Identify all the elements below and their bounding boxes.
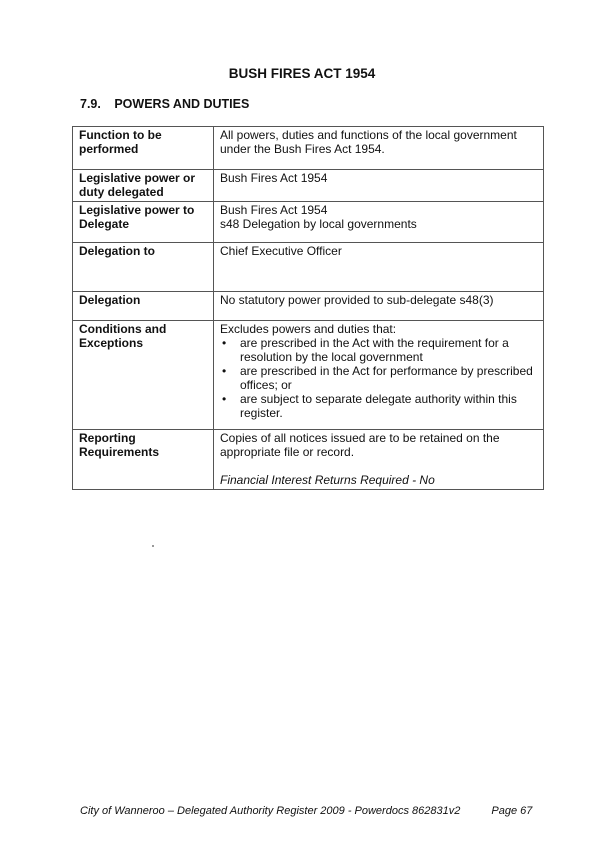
spacer (220, 459, 537, 473)
delegation-table (72, 126, 544, 490)
table-row (73, 202, 544, 243)
table-row (73, 292, 544, 321)
row-label: Reporting Requirements (73, 430, 214, 490)
row-label: Legislative power to Delegate (73, 202, 214, 243)
row-value (214, 430, 544, 490)
page-footer (80, 805, 532, 817)
scan-speck (152, 545, 154, 547)
bullet-icon: • (222, 336, 227, 350)
list-item-text: are prescribed in the Act with the requirement for a resolution by the local government (240, 336, 509, 364)
value-line: s48 Delegation by local governments (220, 217, 417, 231)
reporting-text: Copies of all notices issued are to be retained on the appropriate file or record. (220, 431, 500, 459)
row-value (214, 202, 544, 243)
row-value: No statutory power provided to sub-delegate s48(3) (214, 292, 544, 321)
list-item-text: are prescribed in the Act for performance by prescribed offices; or (240, 364, 533, 392)
row-label: Function to be performed (73, 127, 214, 170)
table-row (73, 170, 544, 202)
list-item (220, 392, 537, 420)
list-item (220, 364, 537, 392)
footer-text: City of Wanneroo – Delegated Authority Register 2009 - Powerdocs 862831v2 (80, 805, 461, 817)
row-value: All powers, duties and functions of the local government under the Bush Fires Act 1954. (214, 127, 544, 170)
table-row (73, 127, 544, 170)
reporting-note: Financial Interest Returns Required - No (220, 473, 435, 487)
document-title: BUSH FIRES ACT 1954 (228, 66, 376, 81)
page-number: Page 67 (491, 805, 533, 817)
row-label: Legislative power or duty delegated (73, 170, 214, 202)
section-heading (80, 97, 249, 111)
table-row (73, 243, 544, 292)
list-item (220, 336, 537, 364)
value-line: Bush Fires Act 1954 (220, 203, 328, 217)
bullet-icon: • (222, 364, 227, 378)
table-row (73, 430, 544, 490)
conditions-list (220, 336, 537, 420)
row-value: Bush Fires Act 1954 (214, 170, 544, 202)
row-value (214, 321, 544, 430)
row-label: Delegation (73, 292, 214, 321)
list-item-text: are subject to separate delegate authority within this register. (240, 392, 517, 420)
conditions-intro: Excludes powers and duties that: (220, 322, 397, 336)
row-label: Delegation to (73, 243, 214, 292)
bullet-icon: • (222, 392, 227, 406)
section-title: POWERS AND DUTIES (114, 97, 250, 111)
section-number: 7.9. (80, 97, 101, 111)
row-label: Conditions and Exceptions (73, 321, 214, 430)
row-value: Chief Executive Officer (214, 243, 544, 292)
table-row (73, 321, 544, 430)
